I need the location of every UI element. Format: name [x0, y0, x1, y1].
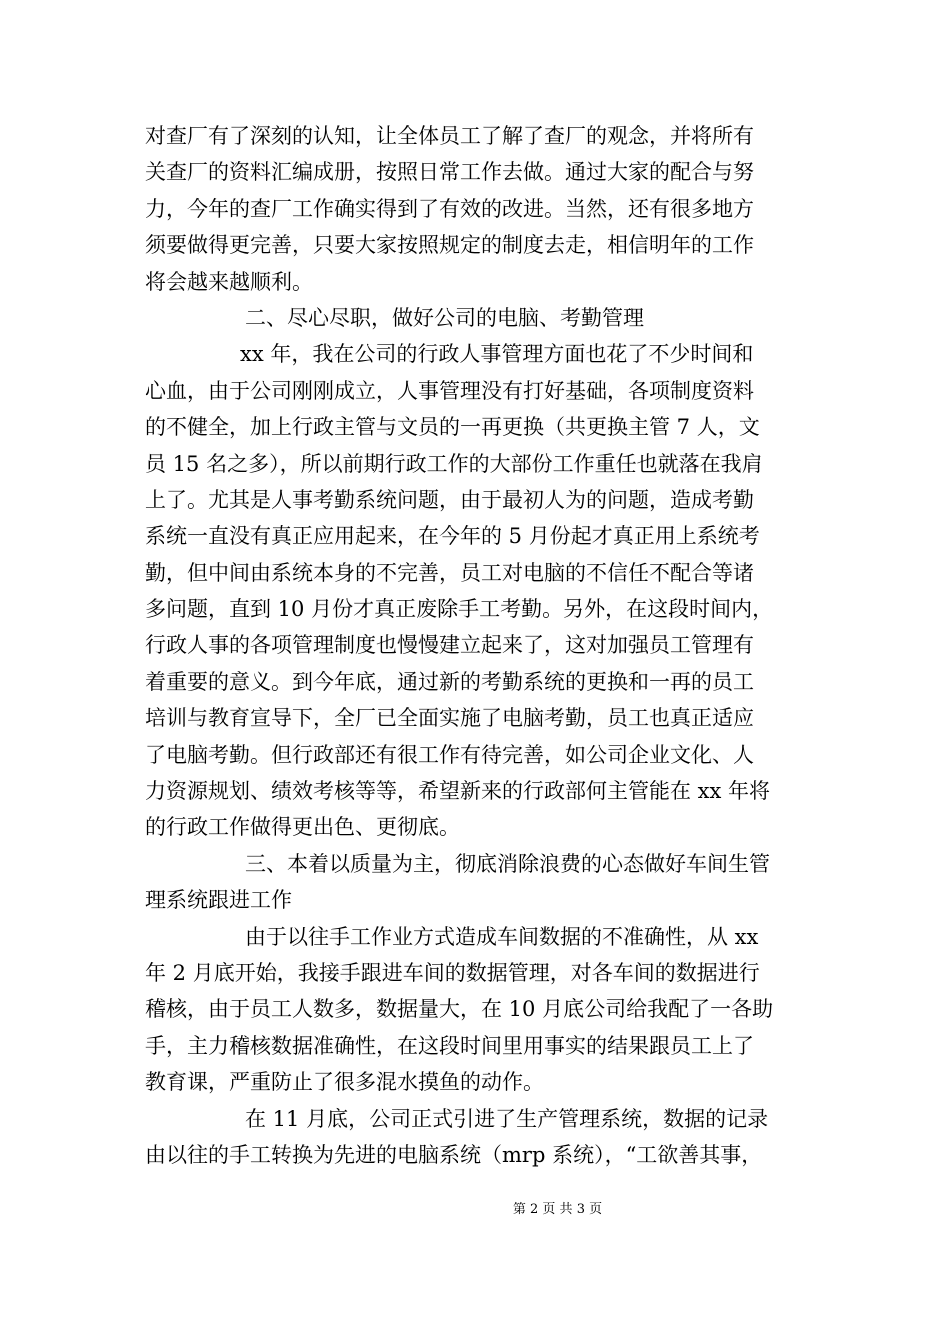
text-line: 多问题，直到 10 月份才真正废除手工考勤。另外，在这段时间内，	[145, 597, 774, 622]
text-line: 了电脑考勤。但行政部还有很工作有待完善，如公司企业文化、人	[145, 742, 754, 767]
text-line: 将会越来越顺利。	[145, 269, 313, 294]
text-line: 关查厂的资料汇编成册，按照日常工作去做。通过大家的配合与努	[145, 160, 754, 185]
text-line: 年 2 月底开始，我接手跟进车间的数据管理，对各车间的数据进行	[145, 960, 760, 985]
text-line: 由以往的手工转换为先进的电脑系统（mrp 系统），“工欲善其事，	[145, 1142, 763, 1167]
text-line: 稽核，由于员工人数多，数据量大，在 10 月底公司给我配了一各助	[145, 997, 774, 1022]
section-heading: 三、本着以质量为主，彻底消除浪费的心态做好车间生管	[245, 851, 770, 876]
text-line: 员 15 名之多），所以前期行政工作的大部份工作重任也就落在我肩	[145, 451, 763, 476]
paragraph-first-line: xx 年，我在公司的行政人事管理方面也花了不少时间和	[240, 342, 754, 367]
paragraph-first-line: 在 11 月底，公司正式引进了生产管理系统，数据的记录	[245, 1106, 769, 1131]
text-line: 着重要的意义。到今年底，通过新的考勤系统的更换和一再的员工	[145, 669, 754, 694]
text-line: 勤，但中间由系统本身的不完善，员工对电脑的不信任不配合等诸	[145, 560, 754, 585]
text-line: 须要做得更完善，只要大家按照规定的制度去走，相信明年的工作	[145, 233, 754, 258]
text-line: 力资源规划、绩效考核等等，希望新来的行政部何主管能在 xx 年将	[145, 779, 771, 804]
text-line: 心血，由于公司刚刚成立，人事管理没有打好基础，各项制度资料	[145, 378, 754, 403]
text-line: 力，今年的查厂工作确实得到了有效的改进。当然，还有很多地方	[145, 196, 754, 221]
text-line: 培训与教育宣导下，全厂已全面实施了电脑考勤，员工也真正适应	[145, 706, 754, 731]
text-line: 的不健全，加上行政主管与文员的一再更换（共更换主管 7 人，文	[145, 415, 760, 440]
text-line: 系统一直没有真正应用起来，在今年的 5 月份起才真正用上系统考	[145, 524, 760, 549]
section-heading: 二、尽心尽职，做好公司的电脑、考勤管理	[245, 305, 644, 330]
text-line: 的行政工作做得更出色、更彻底。	[145, 815, 460, 840]
document-body	[145, 118, 810, 1173]
text-line: 上了。尤其是人事考勤系统问题，由于最初人为的问题，造成考勤	[145, 487, 754, 512]
text-line: 手，主力稽核数据准确性，在这段时间里用事实的结果跟员工上了	[145, 1033, 754, 1058]
text-line: 教育课，严重防止了很多混水摸鱼的动作。	[145, 1070, 544, 1095]
paragraph-first-line: 由于以往手工作业方式造成车间数据的不准确性，从 xx	[245, 924, 759, 949]
text-line: 对查厂有了深刻的认知，让全体员工了解了查厂的观念，并将所有	[145, 124, 754, 148]
page-number-footer: 第 2 页 共 3 页	[512, 1202, 603, 1217]
text-line: 行政人事的各项管理制度也慢慢建立起来了，这对加强员工管理有	[145, 633, 754, 658]
section-heading-continued: 理系统跟进工作	[145, 888, 292, 913]
